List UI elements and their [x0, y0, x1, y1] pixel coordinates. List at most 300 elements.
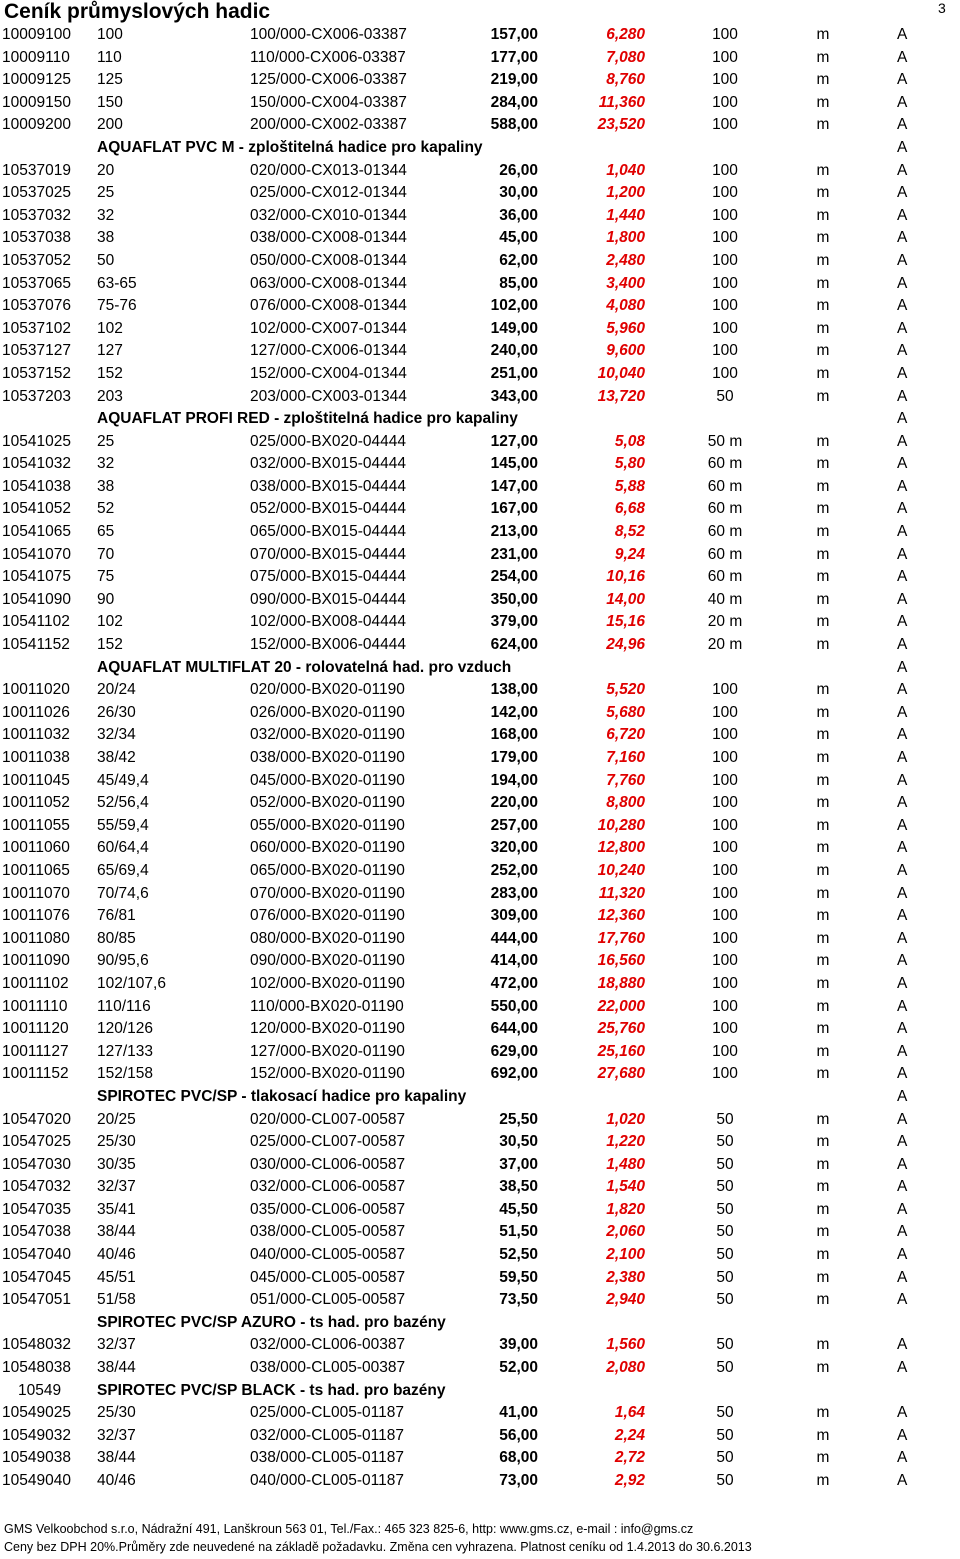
availability: A — [897, 1336, 908, 1354]
package-length: 50 — [716, 387, 734, 405]
availability: A — [897, 658, 908, 676]
price-per-roll: 284,00 — [490, 93, 538, 111]
diameter: 25 — [97, 432, 115, 450]
diameter: 90 — [97, 590, 115, 608]
article-number: 030/000-CL006-00587 — [250, 1155, 406, 1173]
package-length: 50 — [716, 1110, 734, 1128]
diameter: 55/59,4 — [97, 816, 149, 834]
package-length: 100 — [712, 297, 738, 315]
table-row — [0, 1221, 960, 1244]
price-per-meter: 9,600 — [606, 342, 645, 360]
package-length: 100 — [712, 929, 738, 947]
price-per-roll: 73,50 — [499, 1291, 538, 1309]
measure-unit: m — [816, 1223, 830, 1241]
price-per-meter: 8,800 — [606, 794, 645, 812]
measure-unit: m — [816, 1268, 830, 1286]
price-per-roll: 26,00 — [499, 161, 538, 179]
diameter: 90/95,6 — [97, 952, 149, 970]
measure-unit: m — [816, 726, 830, 744]
article-number: 055/000-BX020-01190 — [250, 816, 405, 834]
diameter: 127/133 — [97, 1042, 154, 1060]
price-per-meter: 1,020 — [606, 1110, 645, 1128]
diameter: 152 — [97, 636, 123, 654]
price-per-roll: 254,00 — [490, 568, 538, 586]
table-row — [0, 724, 960, 747]
availability: A — [897, 138, 908, 156]
article-number: 038/000-BX015-04444 — [250, 477, 406, 495]
section-title: AQUAFLAT PROFI RED - zploštitelná hadice pro kapaliny — [97, 410, 518, 428]
article-number: 045/000-CL005-00587 — [250, 1268, 406, 1286]
product-code: 10011080 — [2, 929, 70, 947]
table-row — [0, 182, 960, 205]
price-per-roll: 127,00 — [490, 432, 538, 450]
price-per-roll: 59,50 — [499, 1268, 538, 1286]
price-per-meter: 10,16 — [606, 568, 645, 586]
article-number: 020/000-BX020-01190 — [250, 681, 405, 699]
table-row — [0, 1357, 960, 1380]
price-per-roll: 194,00 — [490, 771, 538, 789]
price-per-meter: 1,200 — [606, 184, 645, 202]
availability: A — [897, 1087, 908, 1105]
diameter: 76/81 — [97, 907, 136, 925]
table-row — [0, 905, 960, 928]
section-heading-row — [0, 1312, 960, 1335]
availability: A — [897, 93, 908, 111]
availability: A — [897, 545, 908, 563]
diameter: 80/85 — [97, 929, 136, 947]
price-per-roll: 588,00 — [490, 116, 538, 134]
product-code: 10547025 — [2, 1133, 71, 1151]
diameter: 20 — [97, 161, 115, 179]
product-code: 10549025 — [2, 1404, 71, 1422]
availability: A — [897, 613, 908, 631]
price-per-roll: 41,00 — [499, 1404, 538, 1422]
price-per-roll: 85,00 — [499, 274, 538, 292]
price-per-roll: 629,00 — [490, 1042, 538, 1060]
package-length: 20 m — [707, 613, 743, 631]
product-code: 10541032 — [2, 455, 71, 473]
availability: A — [897, 455, 908, 473]
availability: A — [897, 1110, 908, 1128]
measure-unit: m — [816, 1042, 830, 1060]
measure-unit: m — [816, 590, 830, 608]
price-per-meter: 11,320 — [598, 884, 645, 902]
price-per-roll: 414,00 — [490, 952, 538, 970]
measure-unit: m — [816, 1426, 830, 1444]
price-per-meter: 10,280 — [597, 816, 645, 834]
section-heading-row — [0, 657, 960, 680]
measure-unit: m — [816, 71, 830, 89]
package-length: 100 — [712, 184, 738, 202]
article-number: 052/000-BX015-04444 — [250, 500, 406, 518]
article-number: 102/000-BX008-04444 — [250, 613, 406, 631]
measure-unit: m — [816, 455, 830, 473]
price-per-meter: 9,24 — [614, 545, 645, 563]
availability: A — [897, 342, 908, 360]
table-row — [0, 883, 960, 906]
package-length: 100 — [712, 274, 738, 292]
article-number: 102/000-BX020-01190 — [250, 974, 405, 992]
product-code: 10537038 — [2, 229, 71, 247]
package-length: 100 — [712, 93, 738, 111]
article-number: 075/000-BX015-04444 — [250, 568, 406, 586]
table-row — [0, 770, 960, 793]
price-per-roll: 62,00 — [499, 251, 538, 269]
price-per-roll: 179,00 — [490, 749, 538, 766]
article-number: 038/000-CL005-00387 — [250, 1359, 406, 1377]
measure-unit: m — [816, 681, 830, 699]
price-per-meter: 7,080 — [606, 48, 645, 66]
section-heading-row — [0, 1086, 960, 1109]
measure-unit: m — [816, 229, 830, 247]
price-per-roll: 379,00 — [490, 613, 538, 631]
availability: A — [897, 1223, 908, 1241]
diameter: 65/69,4 — [97, 861, 149, 879]
availability: A — [897, 749, 908, 766]
table-row — [0, 1041, 960, 1064]
price-table — [0, 24, 960, 1493]
section-title: SPIROTEC PVC/SP BLACK - ts had. pro bazény — [97, 1381, 446, 1399]
price-per-roll: 149,00 — [490, 319, 538, 337]
article-number: 152/000-CX004-01344 — [250, 364, 407, 382]
product-code: 10547038 — [2, 1223, 71, 1241]
availability: A — [897, 1042, 908, 1060]
table-row — [0, 679, 960, 702]
table-row — [0, 160, 960, 183]
availability: A — [897, 1359, 908, 1377]
article-number: 070/000-BX015-04444 — [250, 545, 406, 563]
package-length: 100 — [712, 71, 738, 89]
availability: A — [897, 816, 908, 834]
diameter: 70/74,6 — [97, 884, 149, 902]
product-code: 10548032 — [2, 1336, 71, 1354]
measure-unit: m — [816, 342, 830, 360]
article-number: 127/000-CX006-01344 — [250, 342, 407, 360]
table-row — [0, 1063, 960, 1086]
availability: A — [897, 1155, 908, 1173]
diameter: 35/41 — [97, 1200, 136, 1218]
price-per-roll: 472,00 — [490, 974, 538, 992]
availability: A — [897, 206, 908, 224]
product-code: 10011060 — [2, 839, 70, 857]
price-per-meter: 3,400 — [606, 274, 645, 292]
product-code: 10009125 — [2, 71, 71, 89]
product-code: 10548038 — [2, 1359, 71, 1377]
package-length: 50 — [716, 1291, 734, 1309]
product-code: 10547032 — [2, 1178, 71, 1196]
diameter: 32/37 — [97, 1426, 136, 1444]
table-row — [0, 273, 960, 296]
diameter: 100 — [97, 26, 123, 43]
article-number: 152/000-BX006-04444 — [250, 636, 406, 654]
table-row — [0, 996, 960, 1019]
price-per-roll: 30,50 — [499, 1133, 538, 1151]
diameter: 102 — [97, 613, 123, 631]
price-per-meter: 1,560 — [606, 1336, 645, 1354]
measure-unit: m — [816, 1020, 830, 1038]
article-number: 032/000-BX020-01190 — [250, 726, 405, 744]
measure-unit: m — [816, 319, 830, 337]
measure-unit: m — [816, 432, 830, 450]
table-row — [0, 1267, 960, 1290]
availability: A — [897, 523, 908, 541]
article-number: 025/000-CL007-00587 — [250, 1133, 406, 1151]
table-row — [0, 476, 960, 499]
diameter: 25/30 — [97, 1133, 136, 1151]
price-per-roll: 231,00 — [490, 545, 538, 563]
package-length: 50 — [716, 1426, 734, 1444]
price-per-roll: 343,00 — [490, 387, 538, 405]
diameter: 32/37 — [97, 1178, 136, 1196]
price-per-meter: 2,080 — [606, 1359, 645, 1377]
diameter: 65 — [97, 523, 115, 541]
price-per-roll: 644,00 — [490, 1020, 538, 1038]
price-per-roll: 157,00 — [490, 26, 538, 43]
product-code: 10011020 — [2, 681, 70, 699]
availability: A — [897, 410, 908, 428]
product-code: 10011026 — [2, 703, 70, 721]
price-per-roll: 320,00 — [490, 839, 538, 857]
footer-note: Ceny bez DPH 20%.Průměry zde neuvedené na základě požadavku. Změna cen vyhrazena. Platnost ceníku od 1.4.2013 do 30.6.2013 — [4, 1540, 752, 1554]
price-per-roll: 177,00 — [490, 48, 538, 66]
package-length: 100 — [712, 816, 738, 834]
availability: A — [897, 26, 908, 43]
article-number: 032/000-CX010-01344 — [250, 206, 407, 224]
package-length: 100 — [712, 1065, 738, 1083]
article-number: 020/000-CL007-00587 — [250, 1110, 406, 1128]
availability: A — [897, 771, 908, 789]
product-code: 10009100 — [2, 26, 71, 43]
section-heading-row — [0, 408, 960, 431]
price-per-meter: 7,760 — [606, 771, 645, 789]
diameter: 102 — [97, 319, 123, 337]
product-code: 10541090 — [2, 590, 71, 608]
package-length: 100 — [712, 161, 738, 179]
product-code: 10547020 — [2, 1110, 71, 1128]
diameter: 32 — [97, 455, 115, 473]
measure-unit: m — [816, 184, 830, 202]
product-code: 10537019 — [2, 161, 71, 179]
article-number: 038/000-CL005-01187 — [250, 1449, 404, 1467]
article-number: 038/000-BX020-01190 — [250, 749, 405, 766]
diameter: 152/158 — [97, 1065, 154, 1083]
price-per-roll: 30,00 — [499, 184, 538, 202]
price-per-meter: 2,24 — [614, 1426, 645, 1444]
table-row — [0, 950, 960, 973]
table-row — [0, 1425, 960, 1448]
measure-unit: m — [816, 48, 830, 66]
price-per-roll: 252,00 — [490, 861, 538, 879]
table-row — [0, 1334, 960, 1357]
measure-unit: m — [816, 161, 830, 179]
price-per-roll: 102,00 — [490, 297, 538, 315]
price-per-meter: 2,480 — [606, 251, 645, 269]
measure-unit: m — [816, 251, 830, 269]
package-length: 50 — [716, 1359, 734, 1377]
availability: A — [897, 71, 908, 89]
price-per-roll: 25,50 — [499, 1110, 538, 1128]
measure-unit: m — [816, 1065, 830, 1083]
article-number: 065/000-BX020-01190 — [250, 861, 405, 879]
table-row — [0, 318, 960, 341]
table-row — [0, 1109, 960, 1132]
table-row — [0, 837, 960, 860]
availability: A — [897, 364, 908, 382]
table-row — [0, 792, 960, 815]
price-per-roll: 51,50 — [499, 1223, 538, 1241]
product-code: 10537052 — [2, 251, 71, 269]
article-number: 152/000-BX020-01190 — [250, 1065, 405, 1083]
package-length: 100 — [712, 251, 738, 269]
package-length: 100 — [712, 1042, 738, 1060]
price-per-meter: 12,360 — [597, 907, 645, 925]
availability: A — [897, 1200, 908, 1218]
diameter: 20/24 — [97, 681, 136, 699]
product-code: 10541152 — [2, 636, 70, 654]
table-row — [0, 521, 960, 544]
diameter: 40/46 — [97, 1246, 136, 1264]
price-per-meter: 1,440 — [606, 206, 645, 224]
measure-unit: m — [816, 93, 830, 111]
product-code: 10547040 — [2, 1246, 71, 1264]
package-length: 100 — [712, 1020, 738, 1038]
diameter: 38/44 — [97, 1223, 136, 1241]
page-number: 3 — [938, 0, 946, 16]
availability: A — [897, 997, 908, 1015]
measure-unit: m — [816, 1291, 830, 1309]
package-length: 100 — [712, 229, 738, 247]
diameter: 40/46 — [97, 1472, 136, 1489]
table-row — [0, 250, 960, 273]
product-code: 10011055 — [2, 816, 70, 834]
product-code: 10541070 — [2, 545, 71, 563]
table-row — [0, 1289, 960, 1312]
availability: A — [897, 161, 908, 179]
table-row — [0, 1199, 960, 1222]
price-per-meter: 6,720 — [606, 726, 645, 744]
product-code: 10011032 — [2, 726, 70, 744]
table-row — [0, 47, 960, 70]
package-length: 100 — [712, 771, 738, 789]
package-length: 100 — [712, 319, 738, 337]
measure-unit: m — [816, 1404, 830, 1422]
price-per-roll: 219,00 — [490, 71, 538, 89]
product-code: 10547051 — [2, 1291, 71, 1309]
diameter: 38/42 — [97, 749, 136, 766]
measure-unit: m — [816, 364, 830, 382]
product-code: 10549 — [18, 1381, 62, 1399]
price-per-roll: 45,00 — [499, 229, 538, 247]
measure-unit: m — [816, 26, 830, 43]
price-per-roll: 56,00 — [499, 1426, 538, 1444]
measure-unit: m — [816, 545, 830, 563]
availability: A — [897, 500, 908, 518]
table-row — [0, 702, 960, 725]
section-heading-row — [0, 137, 960, 160]
availability: A — [897, 1178, 908, 1196]
price-per-roll: 257,00 — [490, 816, 538, 834]
section-title: AQUAFLAT MULTIFLAT 20 - rolovatelná had. pro vzduch — [97, 658, 512, 676]
availability: A — [897, 184, 908, 202]
package-length: 60 m — [707, 545, 743, 563]
package-length: 50 — [716, 1246, 734, 1264]
table-row — [0, 227, 960, 250]
availability: A — [897, 568, 908, 586]
price-per-roll: 68,00 — [499, 1449, 538, 1467]
article-number: 032/000-CL006-00587 — [250, 1178, 406, 1196]
availability: A — [897, 116, 908, 134]
table-row — [0, 1244, 960, 1267]
product-code: 10009150 — [2, 93, 71, 111]
price-per-meter: 10,040 — [597, 364, 645, 382]
diameter: 52/56,4 — [97, 794, 149, 812]
measure-unit: m — [816, 477, 830, 495]
product-code: 10011152 — [2, 1065, 69, 1083]
measure-unit: m — [816, 1449, 830, 1467]
diameter: 125 — [97, 71, 123, 89]
availability: A — [897, 1133, 908, 1151]
article-number: 065/000-BX015-04444 — [250, 523, 406, 541]
article-number: 045/000-BX020-01190 — [250, 771, 405, 789]
package-length: 60 m — [707, 455, 743, 473]
price-per-roll: 52,50 — [499, 1246, 538, 1264]
availability: A — [897, 229, 908, 247]
price-per-roll: 550,00 — [490, 997, 538, 1015]
measure-unit: m — [816, 297, 830, 315]
table-row — [0, 386, 960, 409]
product-code: 10537152 — [2, 364, 71, 382]
availability: A — [897, 477, 908, 495]
availability: A — [897, 1020, 908, 1038]
package-length: 100 — [712, 861, 738, 879]
price-per-roll: 283,00 — [490, 884, 538, 902]
price-per-roll: 168,00 — [490, 726, 538, 744]
availability: A — [897, 794, 908, 812]
price-per-roll: 167,00 — [490, 500, 538, 518]
table-row — [0, 589, 960, 612]
diameter: 38 — [97, 477, 115, 495]
availability: A — [897, 636, 908, 654]
availability: A — [897, 1246, 908, 1264]
article-number: 038/000-CX008-01344 — [250, 229, 407, 247]
product-code: 10011120 — [2, 1020, 69, 1038]
availability: A — [897, 274, 908, 292]
package-length: 100 — [712, 952, 738, 970]
availability: A — [897, 590, 908, 608]
price-per-roll: 138,00 — [490, 681, 538, 699]
price-per-roll: 251,00 — [490, 364, 538, 382]
diameter: 32/34 — [97, 726, 136, 744]
availability: A — [897, 726, 908, 744]
price-per-meter: 5,680 — [606, 703, 645, 721]
price-per-meter: 1,480 — [606, 1155, 645, 1173]
package-length: 50 — [716, 1472, 734, 1489]
article-number: 120/000-BX020-01190 — [250, 1020, 405, 1038]
availability: A — [897, 1065, 908, 1083]
table-row — [0, 431, 960, 454]
price-per-roll: 444,00 — [490, 929, 538, 947]
measure-unit: m — [816, 1336, 830, 1354]
availability: A — [897, 1426, 908, 1444]
package-length: 50 — [716, 1223, 734, 1241]
diameter: 110 — [97, 48, 122, 66]
measure-unit: m — [816, 1200, 830, 1218]
table-row — [0, 92, 960, 115]
product-code: 10541075 — [2, 568, 71, 586]
package-length: 100 — [712, 364, 738, 382]
article-number: 063/000-CX008-01344 — [250, 274, 407, 292]
product-code: 10541052 — [2, 500, 71, 518]
